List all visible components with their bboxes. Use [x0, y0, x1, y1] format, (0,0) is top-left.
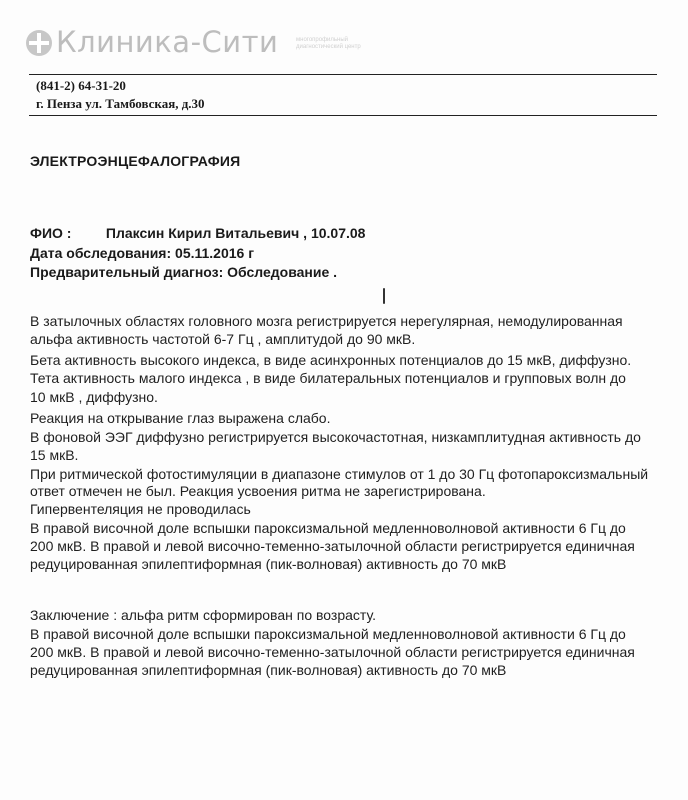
- clinic-logo: [26, 25, 279, 59]
- diagnosis-label: Предварительный диагноз:: [30, 264, 224, 280]
- patient-name-row: [30, 225, 365, 241]
- findings-line: Бета активность высокого индекса, в виде асинхронных потенциалов до 15 мкВ, диффузно.: [30, 352, 632, 368]
- findings-line: В затылочных областях головного мозга регистрируется нерегулярная, немодулированная: [30, 313, 623, 329]
- findings-line: редуцированная эпилептиформная (пик-волновая) активность до 70 мкВ: [30, 556, 507, 572]
- findings-line: Тета активность малого индекса , в виде билатеральных потенциалов и групповых волн до: [30, 370, 626, 386]
- findings-line: В фоновой ЭЭГ диффузно регистрируется высокочастотная, низкамплитудная активность до: [30, 429, 641, 445]
- patient-name-value: Плаксин Кирил Витальевич , 10.07.08: [105, 225, 366, 241]
- clinic-name: Клиника-Сити: [56, 25, 279, 59]
- exam-date-label: Дата обследования:: [30, 245, 172, 261]
- conclusion-line: В правой височной доле вспышки пароксизмальной медленноволновой активности 6 Гц до: [30, 626, 626, 642]
- findings-line: Реакция на открывание глаз выражена слабо.: [30, 410, 331, 426]
- conclusion-line: редуцированная эпилептиформная (пик-волновая) активность до 70 мкВ: [30, 662, 507, 678]
- clinic-tagline: многопрофильный диагностический центр: [296, 37, 361, 50]
- medical-cross-icon: [26, 30, 52, 56]
- conclusion-line: 200 мкВ. В правой и левой височно-теменно-затылочной области регистрируется единичная: [30, 644, 635, 660]
- pen-mark: [383, 288, 385, 304]
- findings-line: 15 мкВ.: [30, 447, 79, 463]
- exam-date-value: 05.11.2016 г: [175, 245, 255, 261]
- findings-line: Гипервентеляция не проводилась: [30, 501, 251, 517]
- findings-line: В правой височной доле вспышки пароксизмальной медленноволновой активности 6 Гц до: [30, 520, 626, 536]
- exam-date-row: [30, 245, 254, 261]
- findings-line: 10 мкВ , диффузно.: [30, 389, 158, 405]
- diagnosis-row: [30, 264, 337, 280]
- clinic-phone: (841-2) 64-31-20: [36, 78, 126, 93]
- findings-line: При ритмической фотостимуляции в диапазоне стимулов от 1 до 30 Гц фотопароксизмальный: [30, 466, 649, 482]
- findings-line: ответ отмечен не был. Реакция усвоения ритма не зарегистрирована.: [30, 483, 486, 499]
- conclusion-heading: Заключение : альфа ритм сформирован по возрасту.: [30, 607, 376, 623]
- findings-line: альфа активность частотой 6-7 Гц , амплитудой до 90 мкВ.: [30, 331, 416, 347]
- clinic-address: г. Пенза ул. Тамбовская, д.30: [36, 96, 205, 111]
- patient-name-label: ФИО :: [30, 225, 72, 241]
- document-title: ЭЛЕКТРОЭНЦЕФАЛОГРАФИЯ: [30, 153, 241, 169]
- diagnosis-value: Обследование .: [227, 264, 338, 280]
- findings-line: 200 мкВ. В правой и левой височно-теменно-затылочной области регистрируется единичная: [30, 538, 635, 554]
